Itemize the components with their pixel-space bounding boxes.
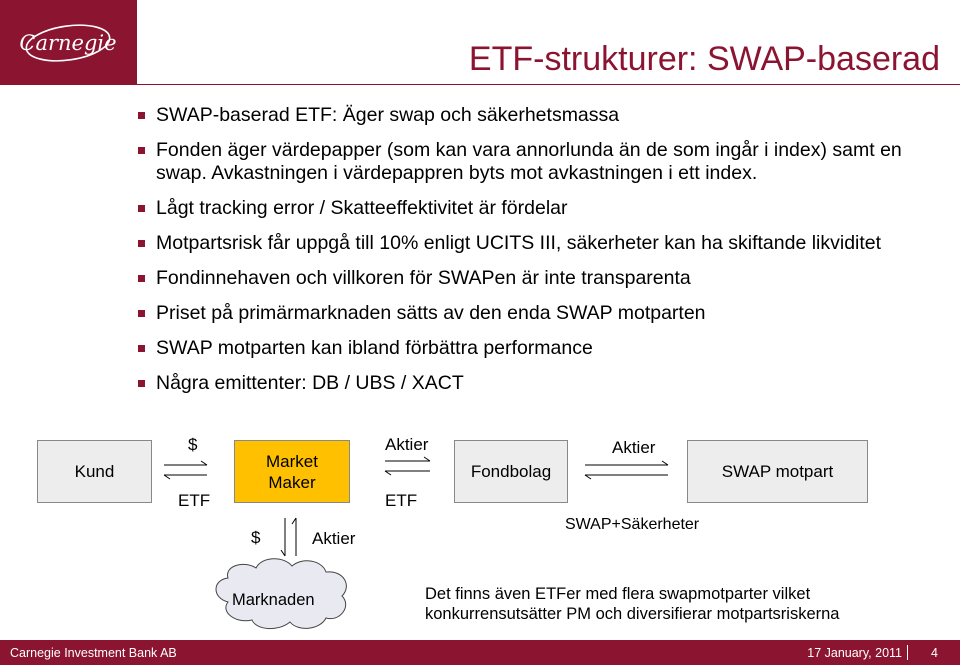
swap-motpart-box: SWAP motpart — [687, 440, 868, 503]
flow-label-aktier: Aktier — [312, 529, 356, 548]
flow-label-dollar: $ — [251, 528, 261, 547]
bullet-item: SWAP-baserad ETF: Äger swap och säkerhetsmassa — [138, 104, 948, 127]
bullet-item: Fondinnehaven och villkoren för SWAPen är inte transparenta — [138, 267, 948, 290]
cloud-label-marknaden: Marknaden — [232, 591, 315, 609]
bullet-item: SWAP motparten kan ibland förbättra performance — [138, 337, 948, 360]
kund-box: Kund — [37, 440, 152, 503]
note-text: Det finns även ETFer med flera swapmotparter vilket konkurrensutsätter PM och diversifierar motpartsriskerna — [425, 585, 840, 623]
flow-label-swap-sakerheter: SWAP+Säkerheter — [565, 516, 700, 533]
page-number: 4 — [931, 646, 938, 660]
bullet-item: Priset på primärmarknaden sätts av den enda SWAP motparten — [138, 302, 948, 325]
market-maker-box: Market Maker — [234, 440, 350, 503]
bullet-item: Fonden äger värdepapper (som kan vara annorlunda än de som ingår i index) samt en swap. Avkastningen i värdepappren byts mot avkastningen i ett index. — [138, 139, 948, 185]
flow-label-aktier: Aktier — [385, 435, 429, 454]
bullet-item: Motpartsrisk får uppgå till 10% enligt UCITS III, säkerheter kan ha skiftande likviditet — [138, 232, 948, 255]
fondbolag-box: Fondbolag — [454, 440, 568, 503]
footer-date: 17 January, 2011 — [807, 646, 902, 660]
footer-company: Carnegie Investment Bank AB — [10, 646, 177, 660]
flow-label-etf: ETF — [178, 491, 211, 510]
bullet-item: Lågt tracking error / Skatteeffektivitet är fördelar — [138, 197, 948, 220]
footer-divider — [907, 645, 908, 660]
slide-title: ETF-strukturer: SWAP-baserad — [468, 40, 940, 78]
flow-label-dollar: $ — [188, 435, 198, 454]
footer-bar — [0, 640, 960, 665]
svg-text:Carnegie: Carnegie — [19, 31, 117, 55]
flow-label-etf: ETF — [385, 491, 418, 510]
flow-label-aktier: Aktier — [612, 438, 656, 457]
bullet-item: Några emittenter: DB / UBS / XACT — [138, 372, 948, 395]
